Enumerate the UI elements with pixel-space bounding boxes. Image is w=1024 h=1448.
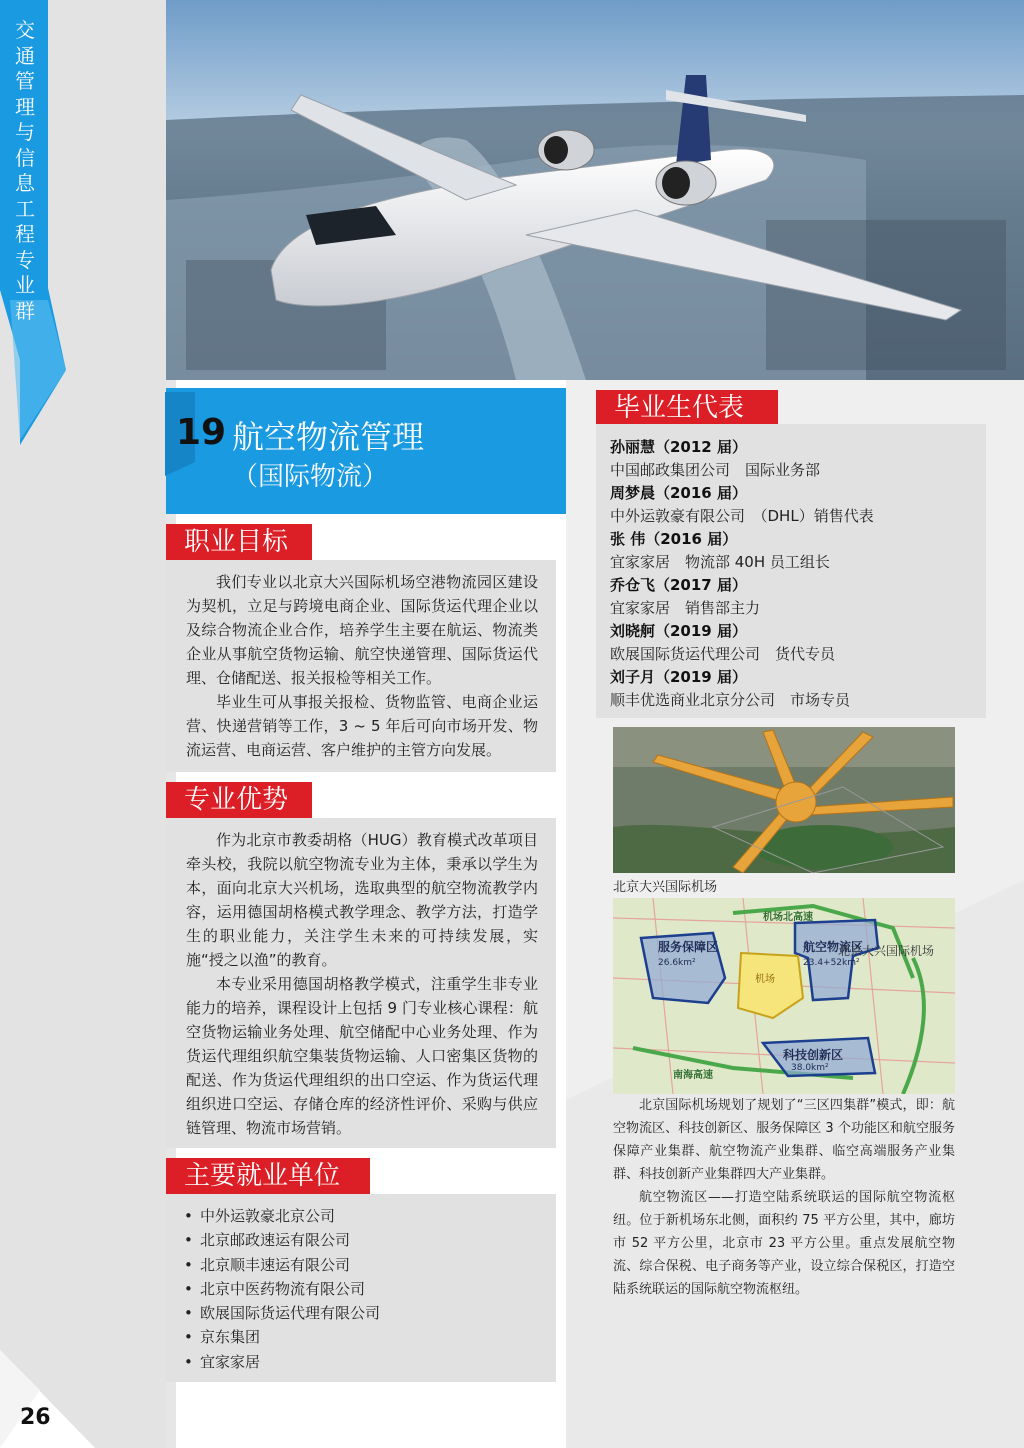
map-label-logistics-zone: 航空物流区 (803, 940, 864, 954)
list-item: • 欧展国际货运代理有限公司 (184, 1301, 544, 1325)
map-label-airport-core: 机场 (755, 974, 775, 985)
list-item: • 北京邮政速运有限公司 (184, 1228, 544, 1252)
cluster-description (613, 1094, 955, 1301)
career-goal-paragraph-2: 毕业生可从事报关报检、货物监管、电商企业运营、快递营销等工作，3 ~ 5 年后可向市场开发、物流运营、电商运营、客户维护的主管方向发展。 (186, 693, 538, 759)
graduate-org: 中国邮政集团公司 国际业务部 (610, 461, 821, 479)
career-goal-box (166, 560, 556, 772)
advantage-paragraph-1: 作为北京市教委胡格（HUG）教育模式改革项目牵头校，我院以航空物流专业为主体，秉承以学生为本，面向北京大兴机场，选取典型的航空物流教学内容，运用德国胡格模式教学理念、教学方法，打造学生的职业能力，关注学生未来的可持续发展，实施“授之以渔”的教育。 (186, 831, 538, 969)
airport-photo (613, 727, 955, 873)
graduate-name: 孙丽慧（2012 届） (610, 438, 747, 456)
advantage-paragraph-2: 本专业采用德国胡格教学模式，注重学生非专业能力的培养，课程设计上包括 9 门专业核心课程：航空货物运输业务处理、航空储配中心业务处理、作为货运代理组织航空集装货物运输、人口密集区货物的配送、作为货运代理组织的出口空运、作为货运代理组织进口空运、存储仓库的经济性评价、采购与供应链管理、物流市场营销。 (186, 975, 538, 1137)
map-label-service-area: 26.6km² (658, 958, 696, 968)
airport-zone-map (613, 898, 955, 1094)
list-item: • 北京顺丰速运有限公司 (184, 1253, 544, 1277)
career-goal-paragraph-1: 我们专业以北京大兴国际机场空港物流园区建设为契机，立足与跨境电商企业、国际货运代理企业以及综合物流企业合作，培养学生主要在航运、物流类企业从事航空货物运输、航空快递管理、国际货运代理、仓储配送、报关报检等相关工作。 (186, 573, 538, 687)
major-number: 19 (176, 412, 227, 453)
graduate-org: 欧展国际货运代理公司 货代专员 (610, 645, 836, 663)
graduate-name: 刘子月（2019 届） (610, 668, 747, 686)
cluster-paragraph-1: 北京国际机场规划了规划了“三区四集群”模式，即：航空物流区、科技创新区、服务保障区 3 个功能区和航空服务保障产业集群、航空物流产业集群、临空高端服务产业集群、科技创新产业集群四大产业集群。 (613, 1098, 955, 1182)
graduates-box (596, 424, 986, 718)
advantage-text (186, 828, 538, 1140)
graduates-heading: 毕业生代表 (596, 390, 778, 426)
side-tab-label: 交通管理与信息工程专业群 (15, 18, 35, 323)
list-item: • 京东集团 (184, 1325, 544, 1349)
cluster-paragraph-2: 航空物流区——打造空陆系统联运的国际航空物流枢纽。位于新机场东北侧，面积约 75 平方公里，其中，廊坊市 52 平方公里，北京市 23 平方公里。重点发展航空物流、综合保税、电子商务等产业，设立综合保税区，打造空陆系统联运的国际航空物流枢纽。 (613, 1190, 955, 1297)
career-goal-heading: 职业目标 (166, 524, 312, 560)
list-item: • 北京中医药物流有限公司 (184, 1277, 544, 1301)
graduate-name: 周梦晨（2016 届） (610, 484, 747, 502)
map-label-north-road: 机场北高速 (763, 912, 813, 923)
page-number: 26 (20, 1405, 51, 1430)
list-item: • 中外运敦豪北京公司 (184, 1204, 544, 1228)
map-label-service-zone: 服务保障区 (658, 940, 719, 954)
map-label-tech-area: 38.0km² (791, 1063, 829, 1073)
airport-photo-caption: 北京大兴国际机场 (613, 880, 718, 895)
major-subtitle: （国际物流） (232, 462, 389, 492)
map-label-logistics-area: 23.4+52km² (803, 958, 860, 968)
list-item: • 宜家家居 (184, 1350, 544, 1374)
graduate-org: 中外运敦豪有限公司 （DHL）销售代表 (610, 507, 874, 525)
graduate-name: 乔仓飞（2017 届） (610, 576, 747, 594)
graduate-org: 宜家家居 销售部主力 (610, 599, 761, 617)
map-label-south-road: 南海高速 (673, 1070, 713, 1081)
graduate-org: 顺丰优选商业北京分公司 市场专员 (610, 691, 851, 709)
employers-list (184, 1204, 544, 1374)
graduate-org: 宜家家居 物流部 40H 员工组长 (610, 553, 830, 571)
employers-box (166, 1194, 556, 1382)
major-title: 航空物流管理 (232, 418, 425, 456)
graduate-name: 张 伟（2016 届） (610, 530, 738, 548)
map-label-tech-zone: 科技创新区 (783, 1048, 844, 1062)
graduate-name: 刘晓舸（2019 届） (610, 622, 747, 640)
graduates-list (610, 436, 976, 712)
advantage-heading: 专业优势 (166, 782, 312, 818)
map-label-airport: 北京大兴国际机场 (838, 944, 935, 958)
hero-airplane-image (166, 0, 1024, 380)
career-goal-text (186, 570, 538, 762)
employers-heading: 主要就业单位 (166, 1158, 370, 1194)
advantage-box (166, 818, 556, 1148)
